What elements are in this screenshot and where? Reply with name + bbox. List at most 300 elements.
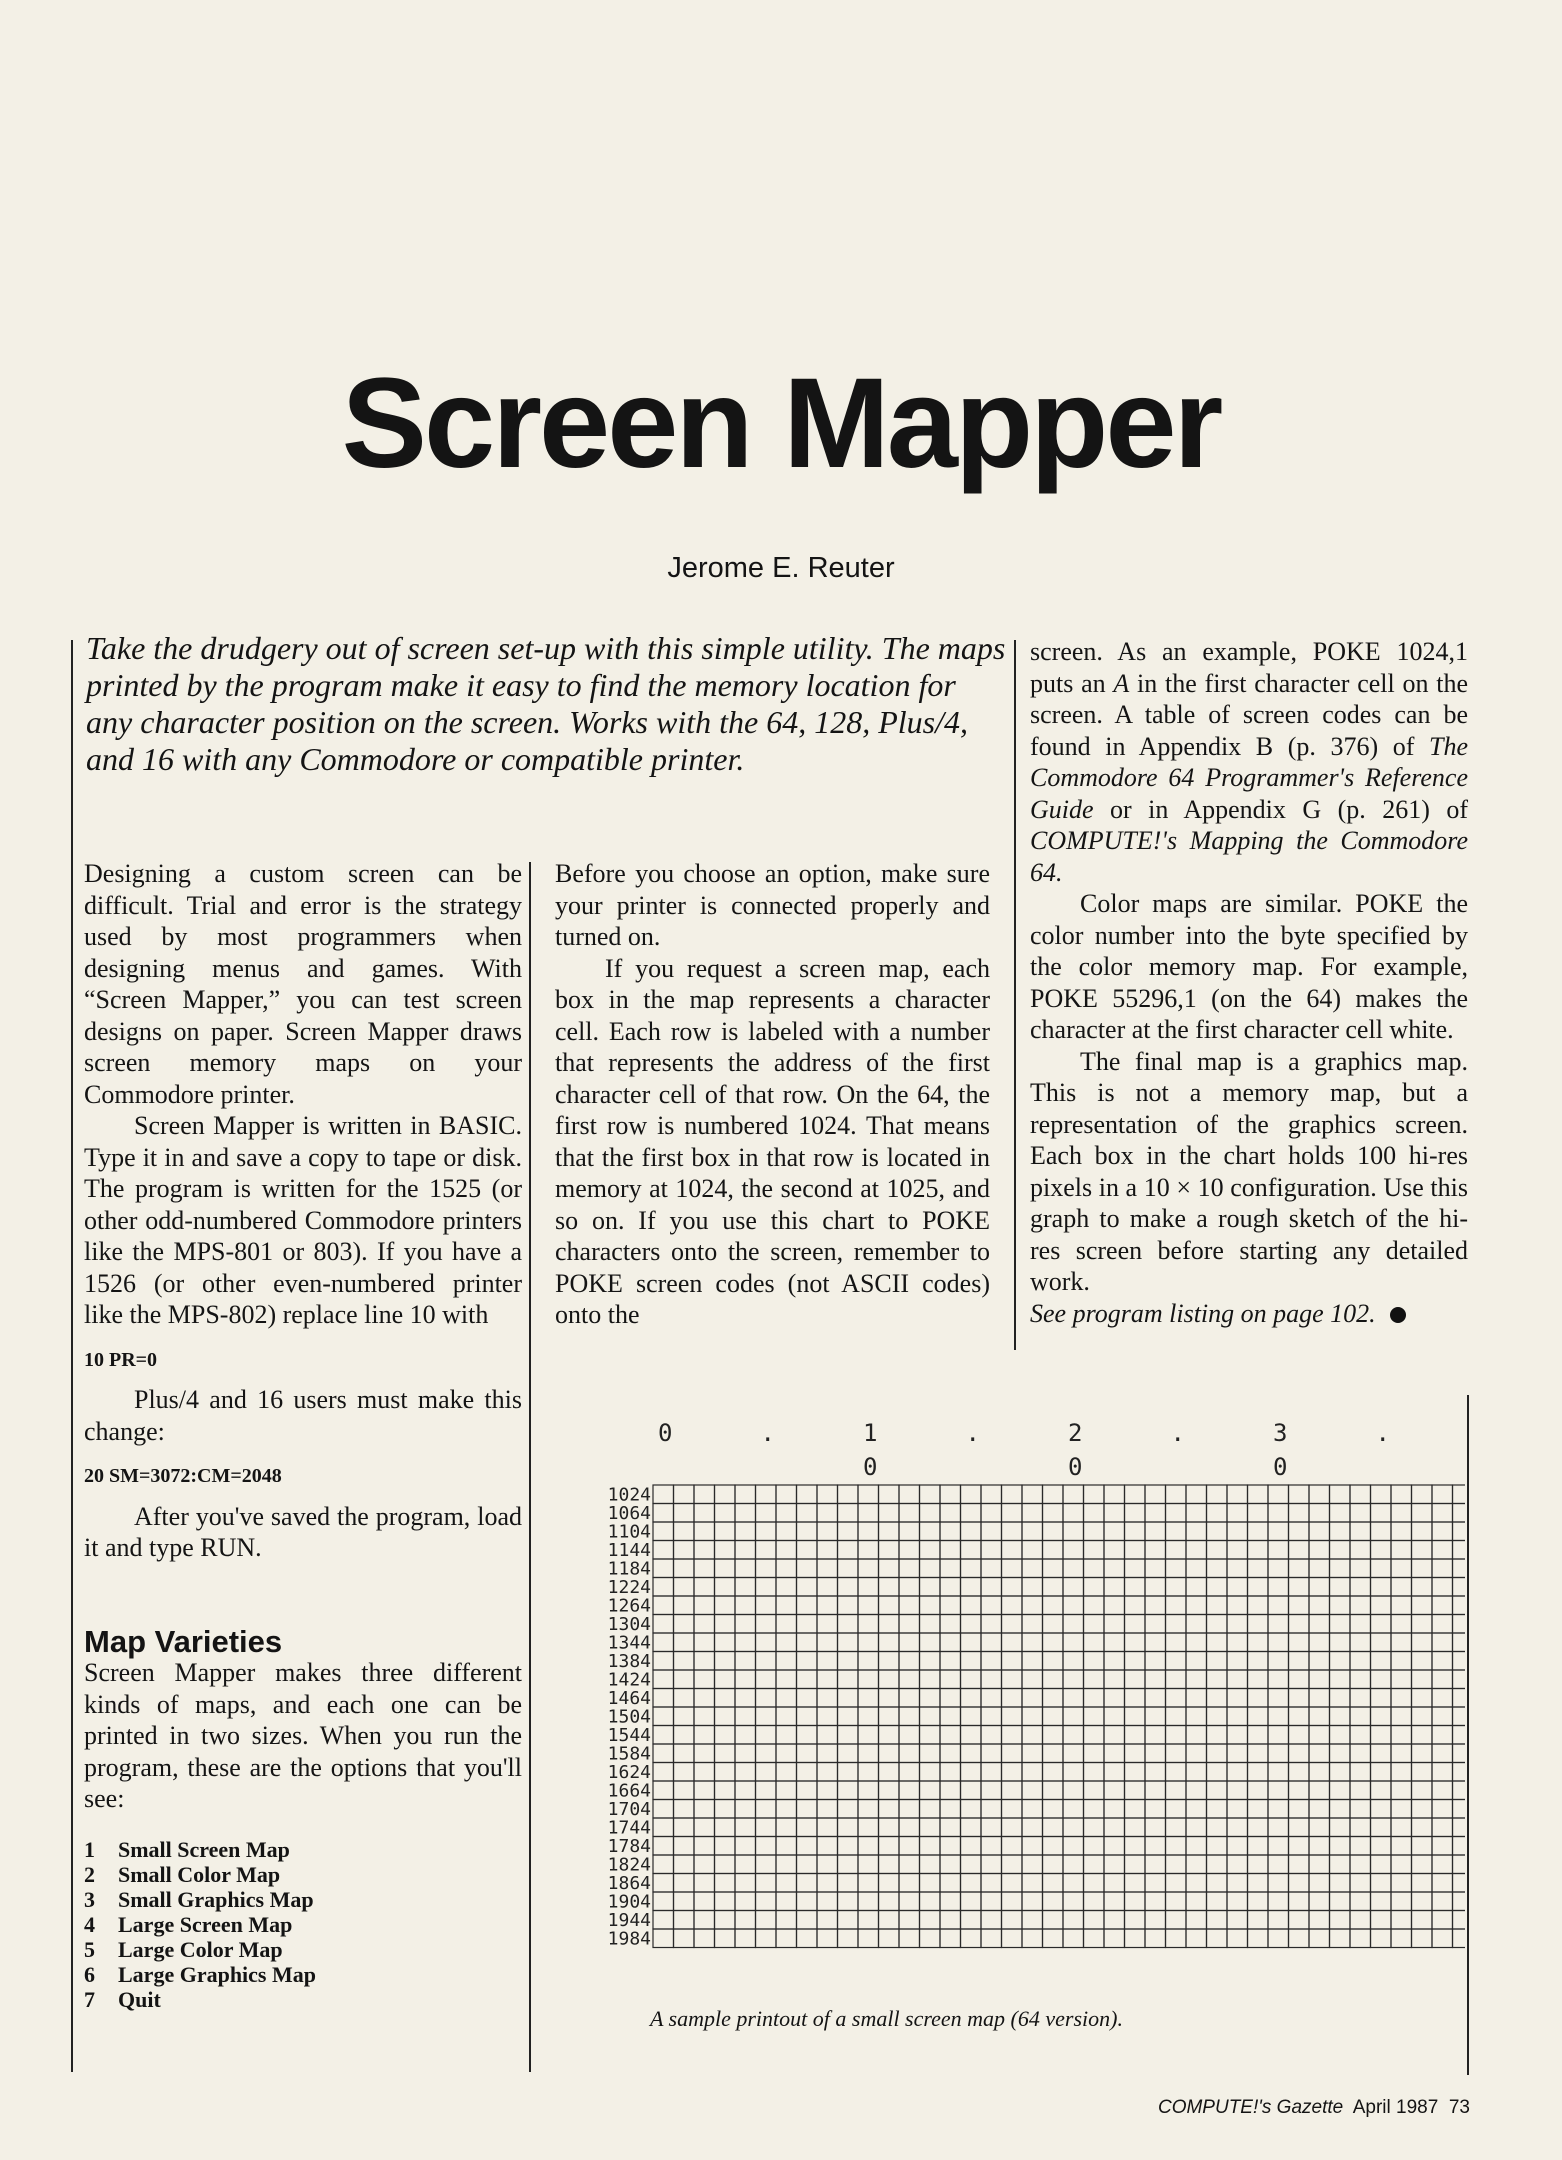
map-cell: [1227, 1615, 1248, 1634]
map-cell: [1350, 1929, 1371, 1948]
map-cell: [1125, 1615, 1146, 1634]
map-cell: [1186, 1522, 1207, 1541]
map-cell: [1186, 1670, 1207, 1689]
map-cell: [1104, 1781, 1125, 1800]
map-cell: [1043, 1855, 1064, 1874]
map-cell: [735, 1559, 756, 1578]
map-cell: [1227, 1485, 1248, 1504]
map-cell: [1043, 1522, 1064, 1541]
map-cell: [756, 1615, 777, 1634]
map-cell: [858, 1744, 879, 1763]
map-cell: [981, 1615, 1002, 1634]
map-cell: [1227, 1652, 1248, 1671]
map-cell: [1350, 1744, 1371, 1763]
map-cell: [817, 1633, 838, 1652]
map-cell: [756, 1929, 777, 1948]
map-cell: [961, 1929, 982, 1948]
map-cell: [735, 1633, 756, 1652]
map-cell: [653, 1504, 674, 1523]
map-column-marker: 3: [1273, 1419, 1288, 1447]
map-row-label: 1384: [607, 1651, 651, 1672]
map-row-label: 1104: [607, 1521, 651, 1543]
map-cell: [1104, 1615, 1125, 1634]
map-cell: [981, 1578, 1002, 1597]
map-cell: [838, 1559, 859, 1578]
map-cell: [961, 1874, 982, 1893]
map-cell: [1248, 1522, 1269, 1541]
map-cell: [981, 1837, 1002, 1856]
map-cell: [1022, 1726, 1043, 1745]
map-cell: [1125, 1781, 1146, 1800]
map-cell: [1371, 1763, 1392, 1782]
map-cell: [1104, 1726, 1125, 1745]
map-cell: [1125, 1578, 1146, 1597]
map-cell: [1289, 1929, 1310, 1948]
map-cell: [1309, 1541, 1330, 1560]
map-cell: [920, 1670, 941, 1689]
map-cell: [1063, 1744, 1084, 1763]
map-cell: [1043, 1874, 1064, 1893]
map-cell: [899, 1596, 920, 1615]
map-cell: [776, 1670, 797, 1689]
map-cell: [1084, 1485, 1105, 1504]
map-cell: [981, 1485, 1002, 1504]
map-cell: [981, 1800, 1002, 1819]
map-cell: [1268, 1596, 1289, 1615]
map-cell: [1453, 1504, 1466, 1523]
map-cell: [1371, 1689, 1392, 1708]
map-cell: [961, 1837, 982, 1856]
map-column-marker: .: [760, 1419, 775, 1447]
map-cell: [940, 1596, 961, 1615]
map-cell: [1371, 1929, 1392, 1948]
map-cell: [653, 1837, 674, 1856]
map-cell: [1043, 1578, 1064, 1597]
map-cell: [899, 1781, 920, 1800]
map-cell: [1412, 1689, 1433, 1708]
map-cell: [1330, 1559, 1351, 1578]
map-cell: [1412, 1911, 1433, 1930]
map-cell: [981, 1670, 1002, 1689]
map-cell: [1248, 1707, 1269, 1726]
map-cell: [1453, 1781, 1466, 1800]
map-cell: [1350, 1670, 1371, 1689]
end-mark-icon: [1390, 1307, 1406, 1323]
map-cell: [1248, 1818, 1269, 1837]
map-cell: [940, 1911, 961, 1930]
map-cell: [1268, 1818, 1289, 1837]
map-cell: [1371, 1855, 1392, 1874]
map-cell: [1227, 1929, 1248, 1948]
map-cell: [940, 1726, 961, 1745]
map-cell: [1104, 1744, 1125, 1763]
map-cell: [899, 1485, 920, 1504]
map-cell: [1043, 1541, 1064, 1560]
map-cell: [1043, 1763, 1064, 1782]
map-cell: [797, 1818, 818, 1837]
map-cell: [1104, 1874, 1125, 1893]
map-cell: [715, 1652, 736, 1671]
map-column-marker: .: [965, 1419, 980, 1447]
map-cell: [1330, 1855, 1351, 1874]
map-cell: [1412, 1596, 1433, 1615]
map-cell: [1330, 1578, 1351, 1597]
map-cell: [1166, 1652, 1187, 1671]
col3-paragraph-2: Color maps are similar. POKE the color number into the byte specified by the color memory map. For example, POKE 55296,1 (on the 64) makes the character at the first character cell white.: [1030, 889, 1468, 1044]
map-cell: [1309, 1707, 1330, 1726]
map-cell: [653, 1929, 674, 1948]
map-cell: [961, 1670, 982, 1689]
map-cell: [858, 1837, 879, 1856]
map-cell: [694, 1837, 715, 1856]
map-cell: [858, 1615, 879, 1634]
map-cell: [1371, 1652, 1392, 1671]
map-cell: [1350, 1578, 1371, 1597]
map-cell: [1084, 1781, 1105, 1800]
map-cell: [1186, 1911, 1207, 1930]
map-cell: [838, 1855, 859, 1874]
map-cell: [1432, 1485, 1453, 1504]
map-cell: [1145, 1763, 1166, 1782]
map-cell: [1207, 1763, 1228, 1782]
map-cell: [674, 1892, 695, 1911]
map-cell: [1289, 1522, 1310, 1541]
map-cell: [1084, 1855, 1105, 1874]
map-cell: [1268, 1800, 1289, 1819]
map-cell: [1002, 1633, 1023, 1652]
map-cell: [1186, 1615, 1207, 1634]
map-cell: [1248, 1559, 1269, 1578]
map-cell: [858, 1929, 879, 1948]
map-cell: [1453, 1670, 1466, 1689]
map-cell: [735, 1689, 756, 1708]
map-cell: [776, 1874, 797, 1893]
map-cell: [879, 1818, 900, 1837]
map-cell: [674, 1578, 695, 1597]
map-cell: [1330, 1689, 1351, 1708]
map-cell: [1166, 1911, 1187, 1930]
map-cell: [1432, 1855, 1453, 1874]
map-cell: [879, 1929, 900, 1948]
map-cell: [1268, 1892, 1289, 1911]
map-cell: [797, 1763, 818, 1782]
map-cell: [1207, 1707, 1228, 1726]
map-cell: [1248, 1837, 1269, 1856]
map-cell: [1207, 1911, 1228, 1930]
map-cell: [1207, 1929, 1228, 1948]
map-cell: [1125, 1818, 1146, 1837]
map-cell: [1186, 1485, 1207, 1504]
map-cell: [1309, 1855, 1330, 1874]
map-cell: [1371, 1596, 1392, 1615]
map-cell: [1432, 1689, 1453, 1708]
map-cell: [797, 1744, 818, 1763]
map-cell: [1371, 1874, 1392, 1893]
map-cell: [1330, 1837, 1351, 1856]
map-cell: [899, 1874, 920, 1893]
map-cell: [653, 1522, 674, 1541]
map-cell: [715, 1541, 736, 1560]
map-row-label: 1744: [607, 1817, 651, 1839]
map-cell: [653, 1855, 674, 1874]
map-cell: [1248, 1744, 1269, 1763]
map-cell: [1002, 1504, 1023, 1523]
map-cell: [1371, 1615, 1392, 1634]
map-cell: [961, 1911, 982, 1930]
map-cell: [899, 1837, 920, 1856]
map-cell: [1432, 1837, 1453, 1856]
map-cell: [817, 1541, 838, 1560]
map-cell: [1309, 1781, 1330, 1800]
map-cell: [756, 1541, 777, 1560]
map-cell: [1412, 1818, 1433, 1837]
map-cell: [735, 1707, 756, 1726]
map-cell: [1186, 1837, 1207, 1856]
map-cell: [797, 1615, 818, 1634]
map-cell: [735, 1744, 756, 1763]
map-cell: [1289, 1615, 1310, 1634]
map-cell: [1248, 1670, 1269, 1689]
map-cell: [756, 1800, 777, 1819]
map-cell: [899, 1707, 920, 1726]
map-cell: [879, 1707, 900, 1726]
map-cell: [735, 1781, 756, 1800]
map-cell: [1391, 1504, 1412, 1523]
map-cell: [1145, 1707, 1166, 1726]
map-cell: [1268, 1504, 1289, 1523]
map-cell: [797, 1522, 818, 1541]
map-cell: [981, 1707, 1002, 1726]
page-number: 73: [1448, 2097, 1470, 2118]
map-cell: [715, 1578, 736, 1597]
map-cell: [1268, 1559, 1289, 1578]
map-cell: [1063, 1892, 1084, 1911]
map-cell: [756, 1522, 777, 1541]
map-cell: [1453, 1541, 1466, 1560]
map-cell: [735, 1892, 756, 1911]
map-cell: [1063, 1578, 1084, 1597]
map-cell: [1043, 1504, 1064, 1523]
map-cell: [858, 1689, 879, 1708]
map-cell: [1002, 1892, 1023, 1911]
map-cell: [1145, 1800, 1166, 1819]
map-cell: [1166, 1707, 1187, 1726]
map-cell: [653, 1559, 674, 1578]
map-cell: [756, 1689, 777, 1708]
map-row-label: 1904: [607, 1891, 651, 1913]
map-cell: [1350, 1522, 1371, 1541]
map-cell: [1350, 1541, 1371, 1560]
map-cell: [1207, 1855, 1228, 1874]
map-cell: [1350, 1874, 1371, 1893]
map-cell: [838, 1763, 859, 1782]
map-cell: [1104, 1818, 1125, 1837]
map-cell: [735, 1522, 756, 1541]
map-cell: [1125, 1596, 1146, 1615]
map-cell: [1309, 1744, 1330, 1763]
map-cell: [1104, 1837, 1125, 1856]
map-cell: [1125, 1541, 1146, 1560]
map-cell: [1289, 1892, 1310, 1911]
map-cell: [1371, 1911, 1392, 1930]
map-cell: [674, 1541, 695, 1560]
map-row-label: 1504: [607, 1706, 651, 1728]
map-cell: [1412, 1652, 1433, 1671]
map-cell: [1412, 1800, 1433, 1819]
map-cell: [1391, 1818, 1412, 1837]
map-cell: [858, 1485, 879, 1504]
map-cell: [1084, 1726, 1105, 1745]
map-cell: [1227, 1855, 1248, 1874]
map-cell: [1432, 1818, 1453, 1837]
map-cell: [1330, 1670, 1351, 1689]
map-cell: [1268, 1763, 1289, 1782]
map-cell: [1043, 1689, 1064, 1708]
map-cell: [694, 1633, 715, 1652]
map-cell: [653, 1689, 674, 1708]
map-cell: [961, 1818, 982, 1837]
map-cell: [674, 1763, 695, 1782]
map-cell: [899, 1578, 920, 1597]
map-cell: [1186, 1689, 1207, 1708]
map-cell: [1309, 1837, 1330, 1856]
map-row-label: 1224: [607, 1577, 651, 1598]
map-cell: [1350, 1781, 1371, 1800]
map-cell: [735, 1615, 756, 1634]
map-cell: [1227, 1633, 1248, 1652]
map-cell: [858, 1670, 879, 1689]
map-cell: [1104, 1763, 1125, 1782]
map-cell: [1104, 1504, 1125, 1523]
book-title: The Commodore 64 Programmer's Reference Guide: [1030, 731, 1468, 824]
map-cell: [674, 1800, 695, 1819]
map-cell: [653, 1874, 674, 1893]
map-cell: [1412, 1929, 1433, 1948]
map-cell: [1227, 1541, 1248, 1560]
map-cell: [776, 1911, 797, 1930]
map-cell: [940, 1485, 961, 1504]
menu-option: 3 Small Graphics Map: [84, 1886, 314, 1912]
map-cell: [920, 1504, 941, 1523]
map-cell: [776, 1800, 797, 1819]
column-rule-middle: [529, 862, 531, 2072]
map-cell: [1391, 1763, 1412, 1782]
map-cell: [1391, 1596, 1412, 1615]
map-cell: [735, 1855, 756, 1874]
map-cell: [1063, 1781, 1084, 1800]
map-cell: [1166, 1541, 1187, 1560]
map-cell: [694, 1726, 715, 1745]
map-cell: [879, 1855, 900, 1874]
map-cell: [1391, 1874, 1412, 1893]
map-cell: [1043, 1837, 1064, 1856]
map-cell: [1104, 1911, 1125, 1930]
map-cell: [1391, 1485, 1412, 1504]
map-cell: [838, 1633, 859, 1652]
map-cell: [1084, 1541, 1105, 1560]
map-cell: [1391, 1929, 1412, 1948]
map-cell: [817, 1874, 838, 1893]
map-cell: [920, 1781, 941, 1800]
map-cell: [920, 1929, 941, 1948]
map-column-marker: 0: [863, 1453, 878, 1481]
map-cell: [1268, 1578, 1289, 1597]
map-row-label: 1144: [607, 1540, 651, 1561]
map-cell: [1350, 1763, 1371, 1782]
map-cell: [756, 1781, 777, 1800]
map-cell: [1063, 1652, 1084, 1671]
map-cell: [1309, 1874, 1330, 1893]
map-cell: [1084, 1911, 1105, 1930]
map-cell: [920, 1837, 941, 1856]
map-cell: [838, 1689, 859, 1708]
map-cell: [1002, 1670, 1023, 1689]
map-cell: [1145, 1670, 1166, 1689]
map-cell: [1309, 1522, 1330, 1541]
map-cell: [879, 1541, 900, 1560]
map-cell: [674, 1837, 695, 1856]
map-cell: [1104, 1596, 1125, 1615]
map-cell: [756, 1744, 777, 1763]
map-cell: [735, 1911, 756, 1930]
map-cell: [1268, 1911, 1289, 1930]
map-cell: [1043, 1744, 1064, 1763]
map-cell: [735, 1541, 756, 1560]
map-cell: [1166, 1689, 1187, 1708]
map-cell: [1084, 1929, 1105, 1948]
map-cell: [1022, 1707, 1043, 1726]
col3-paragraph-3: The final map is a graphics map. This is not a memory map, but a representation of the graphics screen. Each box in the chart holds 100 hi-res pixels in a 10 × 10 configuration. Use this graph to make a rough sketch of the hi-res screen before starting any detailed work.: [1030, 1046, 1468, 1296]
map-cell: [694, 1522, 715, 1541]
map-cell: [756, 1504, 777, 1523]
map-cell: [1453, 1559, 1466, 1578]
map-cell: [838, 1615, 859, 1634]
section-heading: Map Varieties: [84, 1623, 283, 1659]
article-title: Screen Mapper: [341, 352, 1221, 495]
map-cell: [756, 1707, 777, 1726]
map-cell: [1186, 1763, 1207, 1782]
map-cell: [797, 1652, 818, 1671]
map-cell: [1063, 1485, 1084, 1504]
map-cell: [1289, 1763, 1310, 1782]
map-cell: [756, 1485, 777, 1504]
column-rule-far-right: [1467, 1395, 1469, 2075]
map-cell: [653, 1652, 674, 1671]
map-cell: [1330, 1541, 1351, 1560]
map-cell: [899, 1504, 920, 1523]
map-cell: [694, 1855, 715, 1874]
map-cell: [1063, 1504, 1084, 1523]
map-cell: [1186, 1633, 1207, 1652]
map-cell: [879, 1689, 900, 1708]
map-cell: [858, 1763, 879, 1782]
map-cell: [715, 1596, 736, 1615]
map-cell: [981, 1522, 1002, 1541]
map-cell: [1289, 1559, 1310, 1578]
map-cell: [899, 1744, 920, 1763]
map-cell: [1268, 1522, 1289, 1541]
map-cell: [1391, 1541, 1412, 1560]
map-cell: [838, 1652, 859, 1671]
map-cell: [797, 1596, 818, 1615]
map-cell: [776, 1485, 797, 1504]
map-cell: [1207, 1596, 1228, 1615]
map-cell: [1227, 1800, 1248, 1819]
map-cell: [715, 1689, 736, 1708]
map-cell: [694, 1892, 715, 1911]
map-cell: [1391, 1892, 1412, 1911]
map-cell: [1391, 1726, 1412, 1745]
